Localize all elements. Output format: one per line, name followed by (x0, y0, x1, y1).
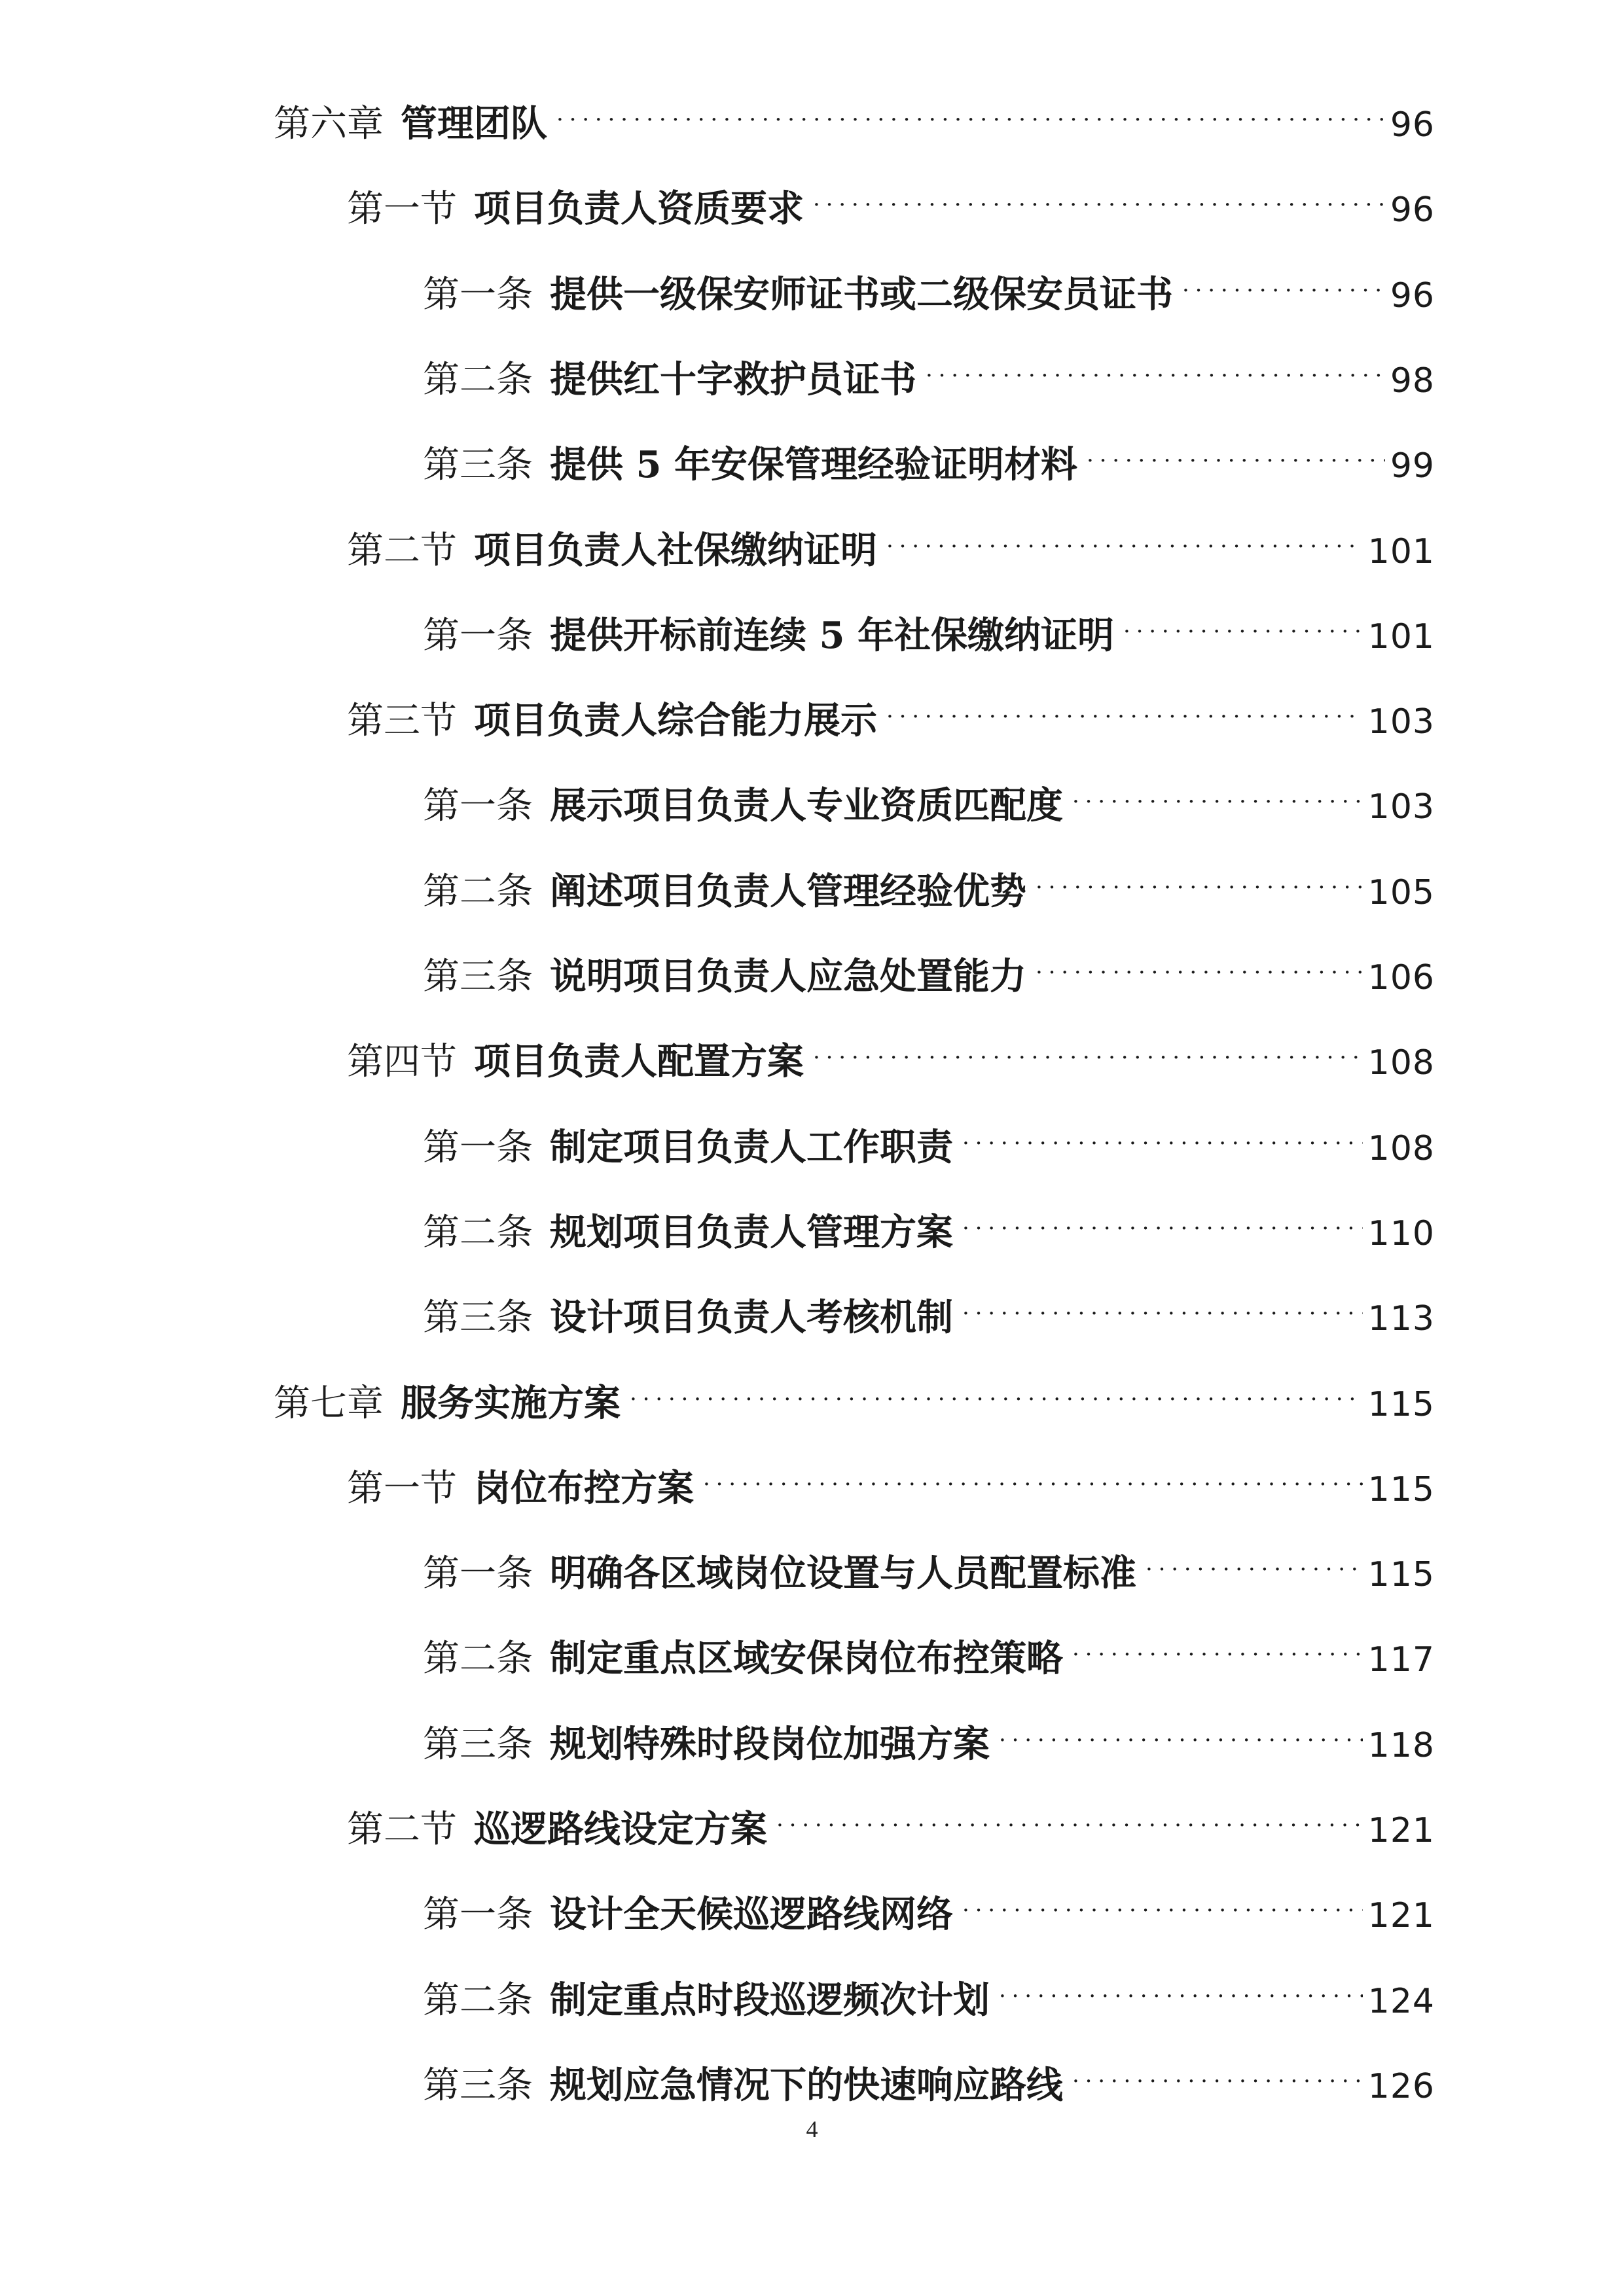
toc-dot-leader (703, 1442, 1363, 1501)
toc-entry-page: 121 (1367, 1811, 1435, 1850)
toc-entry-title: 展示项目负责人专业资质匹配度 (550, 784, 1063, 828)
toc-entry-number: 第六章 (274, 103, 384, 145)
toc-entry-page: 101 (1367, 617, 1435, 656)
toc-entry-number: 第三条 (423, 956, 533, 998)
toc-entry-title: 说明项目负责人应急处置能力 (550, 955, 1026, 998)
toc-entry-number: 第一节 (347, 1467, 457, 1510)
toc-entry-title: 项目负责人社保缴纳证明 (474, 528, 877, 572)
toc-entry-number: 第二条 (423, 1211, 533, 1254)
toc-entry-number: 第二条 (423, 1638, 533, 1681)
toc-entry-title: 制定重点时段巡逻频次计划 (550, 1978, 990, 2022)
toc-entry-page: 115 (1367, 1384, 1435, 1424)
toc-entry[interactable] (423, 1612, 1435, 1681)
toc-entry-title: 设计项目负责人考核机制 (550, 1296, 953, 1340)
toc-entry-title: 规划应急情况下的快速响应路线 (550, 2063, 1063, 2107)
toc-entry-title: 项目负责人配置方案 (474, 1040, 804, 1084)
toc-entry-page: 105 (1367, 872, 1435, 912)
toc-entry[interactable] (347, 674, 1435, 743)
toc-entry-number: 第一条 (423, 1126, 533, 1169)
toc-entry-page: 103 (1367, 787, 1435, 827)
toc-dot-leader (1123, 589, 1363, 648)
toc-entry-number: 第二条 (423, 870, 533, 913)
toc-dot-leader (999, 1698, 1363, 1757)
toc-entry[interactable] (423, 248, 1435, 316)
toc-entry-page: 108 (1367, 1043, 1435, 1083)
toc-entry[interactable] (423, 1101, 1435, 1169)
toc-entry-title: 制定项目负责人工作职责 (550, 1125, 953, 1169)
toc-dot-leader (1182, 248, 1385, 307)
toc-entry-page: 103 (1367, 702, 1435, 742)
toc-entry-number: 第三节 (347, 700, 457, 743)
toc-dot-leader (962, 1271, 1363, 1330)
toc-entry-number: 第一条 (423, 614, 533, 657)
toc-entry-page: 115 (1367, 1469, 1435, 1509)
toc-entry[interactable] (347, 1783, 1435, 1851)
toc-entry-page: 117 (1367, 1640, 1435, 1680)
toc-entry[interactable] (423, 759, 1435, 828)
toc-entry-page: 99 (1390, 446, 1435, 486)
toc-entry-number: 第一条 (423, 1893, 533, 1937)
toc-entry-page: 108 (1367, 1128, 1435, 1168)
toc-entry[interactable] (347, 162, 1435, 231)
toc-entry-number: 第二条 (423, 1979, 533, 2022)
toc-entry-number: 第三条 (423, 2064, 533, 2107)
toc-entry-title: 规划项目负责人管理方案 (550, 1210, 953, 1254)
toc-entry-title: 岗位布控方案 (474, 1466, 694, 1510)
toc-entry[interactable] (274, 77, 1435, 145)
toc-entry-page: 126 (1367, 2066, 1435, 2106)
toc-dot-leader (1036, 845, 1363, 904)
toc-entry-page: 121 (1367, 1896, 1435, 1936)
toc-entry-number: 第三条 (423, 1297, 533, 1340)
toc-dot-leader (1072, 2039, 1363, 2098)
toc-entry[interactable] (423, 930, 1435, 998)
toc-entry-page: 124 (1367, 1981, 1435, 2021)
toc-entry-number: 第四节 (347, 1041, 457, 1084)
toc-entry-title: 提供一级保安师证书或二级保安员证书 (550, 272, 1173, 316)
toc-entry-title: 项目负责人综合能力展示 (474, 699, 877, 743)
toc-entry-title: 设计全天候巡逻路线网络 (550, 1893, 953, 1937)
toc-entry-page: 113 (1367, 1299, 1435, 1339)
toc-entry[interactable] (423, 1186, 1435, 1254)
toc-entry[interactable] (423, 589, 1435, 657)
toc-entry-title: 提供 5 年安保管理经验证明材料 (550, 443, 1077, 487)
toc-entry[interactable] (423, 1271, 1435, 1340)
toc-entry-title: 提供开标前连续 5 年社保缴纳证明 (550, 613, 1114, 657)
toc-entry-title: 管理团队 (401, 102, 547, 145)
toc-entry-number: 第七章 (274, 1382, 384, 1425)
toc-entry-title: 明确各区域岗位设置与人员配置标准 (550, 1552, 1136, 1596)
toc-entry-number: 第三条 (423, 444, 533, 487)
toc-entry-page: 96 (1390, 190, 1435, 230)
toc-entry[interactable] (423, 333, 1435, 401)
page-number: 4 (806, 2116, 818, 2142)
toc-dot-leader (1036, 930, 1363, 989)
toc-entry[interactable] (274, 1357, 1435, 1425)
toc-entry[interactable] (347, 1442, 1435, 1510)
toc-entry-number: 第一条 (423, 1552, 533, 1596)
toc-entry[interactable] (423, 418, 1435, 487)
toc-entry[interactable] (347, 1015, 1435, 1084)
toc-entry-title: 项目负责人资质要求 (474, 187, 804, 231)
toc-entry-title: 规划特殊时段岗位加强方案 (550, 1722, 990, 1766)
toc-entry-page: 110 (1367, 1213, 1435, 1253)
toc-entry-number: 第一条 (423, 785, 533, 828)
toc-entry-title: 制定重点区域安保岗位布控策略 (550, 1637, 1063, 1681)
toc-entry-title: 提供红十字救护员证书 (550, 357, 916, 401)
toc-dot-leader (886, 504, 1363, 563)
toc-entry-page: 115 (1367, 1555, 1435, 1595)
toc-entry-title: 服务实施方案 (401, 1381, 621, 1425)
toc-entry-number: 第二节 (347, 1808, 457, 1851)
toc-entry[interactable] (423, 1698, 1435, 1766)
toc-entry-number: 第三条 (423, 1723, 533, 1766)
toc-dot-leader (886, 674, 1363, 733)
toc-entry-number: 第二节 (347, 529, 457, 572)
toc-dot-leader (999, 1954, 1363, 2013)
toc-dot-leader (556, 77, 1385, 136)
toc-dot-leader (813, 162, 1385, 221)
toc-entry-title: 阐述项目负责人管理经验优势 (550, 869, 1026, 913)
toc-entry[interactable] (423, 2039, 1435, 2107)
toc-entry[interactable] (423, 1527, 1435, 1596)
toc-dot-leader (926, 333, 1385, 392)
toc-dot-leader (962, 1868, 1363, 1927)
toc-entry-title: 巡逻路线设定方案 (474, 1808, 767, 1851)
toc-entry[interactable] (423, 845, 1435, 913)
toc-entry-page: 118 (1367, 1725, 1435, 1765)
toc-entry-number: 第一节 (347, 188, 457, 231)
toc-dot-leader (1072, 759, 1363, 818)
toc-entry-page: 106 (1367, 958, 1435, 997)
toc-entry[interactable] (423, 1954, 1435, 2022)
toc-dot-leader (813, 1015, 1363, 1074)
toc-entry-page: 96 (1390, 276, 1435, 315)
toc-entry[interactable] (423, 1868, 1435, 1937)
toc-entry-page: 101 (1367, 531, 1435, 571)
toc-entry-page: 98 (1390, 361, 1435, 401)
toc-dot-leader (776, 1783, 1363, 1842)
toc-dot-leader (1072, 1612, 1363, 1671)
toc-entry-number: 第一条 (423, 273, 533, 316)
toc-dot-leader (630, 1357, 1363, 1416)
toc-dot-leader (1146, 1527, 1363, 1586)
toc-entry[interactable] (347, 504, 1435, 572)
toc-entry-page: 96 (1390, 105, 1435, 145)
toc-entry-number: 第二条 (423, 358, 533, 401)
toc-dot-leader (1087, 418, 1385, 477)
toc-dot-leader (962, 1186, 1363, 1245)
toc-dot-leader (962, 1101, 1363, 1160)
